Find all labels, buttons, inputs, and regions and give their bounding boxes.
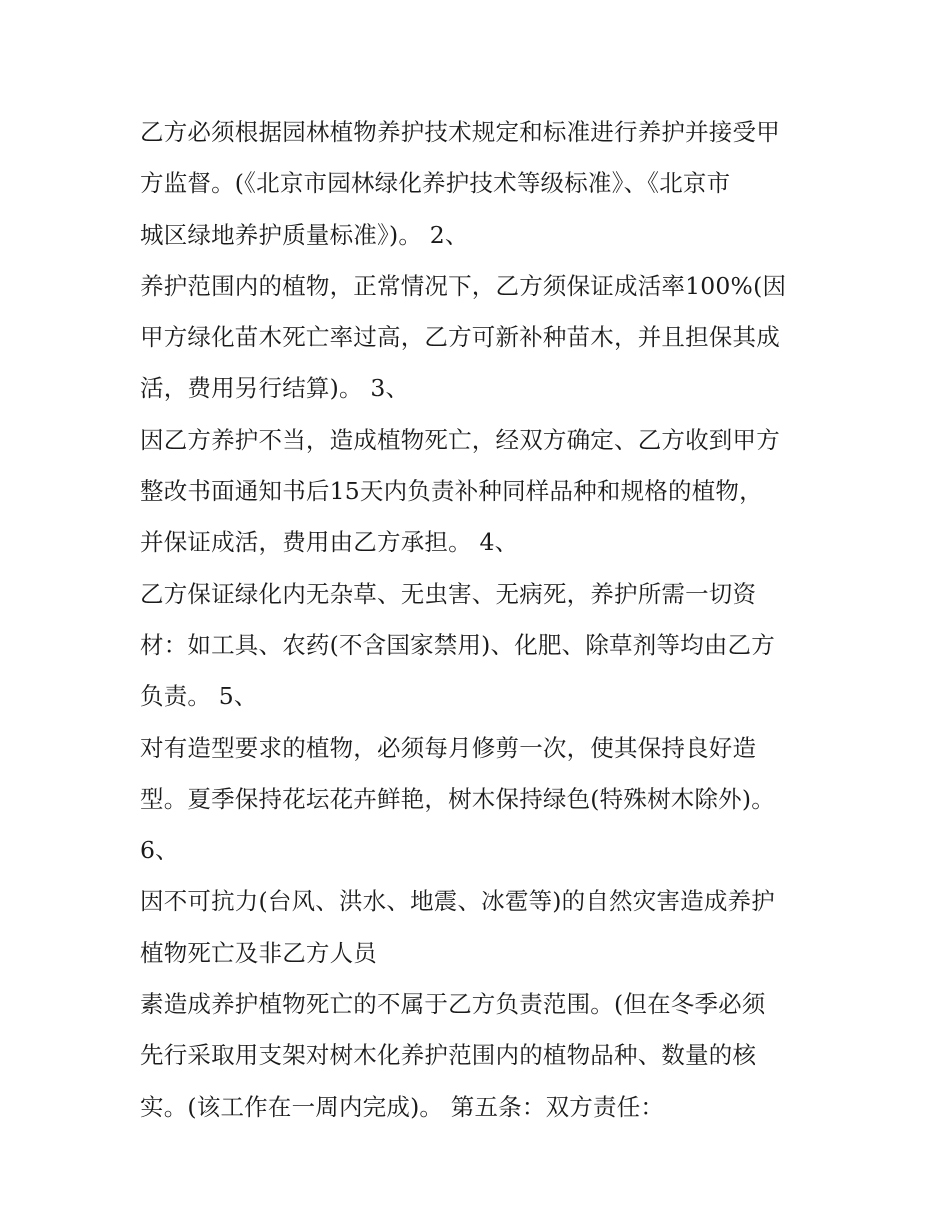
text-line: 并保证成活，费用由乙方承担。 4、 <box>140 528 519 557</box>
text-line: 乙方必须根据园林植物养护技术规定和标准进行养护并接受甲 <box>140 118 780 146</box>
text-line: 养护范围内的植物，正常情况下，乙方须保证成活率100%(因 <box>140 271 787 300</box>
text-line: 城区绿地养护质量标准》)。 2、 <box>140 220 469 249</box>
text-line: 因不可抗力(台风、洪水、地震、冰雹等)的自然灾害造成养护 <box>140 887 775 916</box>
text-line: 型。夏季保持花坛花卉鲜艳，树木保持绿色(特殊树木除外)。 <box>140 784 775 813</box>
text-line: 植物死亡及非乙方人员 <box>140 938 377 967</box>
text-line: 乙方保证绿化内无杂草、无虫害、无病死，养护所需一切资 <box>140 579 757 608</box>
text-line: 因乙方养护不当，造成植物死亡，经双方确定、乙方收到甲方 <box>140 425 780 454</box>
text-line: 先行采取用支架对树木化养护范围内的植物品种、数量的核 <box>140 1041 757 1070</box>
text-line: 实。(该工作在一周内完成)。 第五条：双方责任： <box>140 1092 665 1121</box>
text-line: 6、 <box>140 836 179 865</box>
document-body <box>140 107 830 1133</box>
text-line: 活，费用另行结算)。 3、 <box>140 374 410 403</box>
text-line: 负责。 5、 <box>140 682 258 711</box>
text-line: 方监督。(《北京市园林绿化养护技术等级标准》、《北京市 <box>140 169 731 198</box>
text-line: 甲方绿化苗木死亡率过高，乙方可新补种苗木，并且担保其成 <box>140 323 780 352</box>
text-line: 对有造型要求的植物，必须每月修剪一次，使其保持良好造 <box>140 733 757 762</box>
text-line: 整改书面通知书后15天内负责补种同样品种和规格的植物， <box>140 477 763 506</box>
text-line: 材：如工具、农药(不含国家禁用)、化肥、除草剂等均由乙方 <box>140 630 775 659</box>
text-line: 素造成养护植物死亡的不属于乙方负责范围。(但在冬季必须 <box>140 990 766 1019</box>
